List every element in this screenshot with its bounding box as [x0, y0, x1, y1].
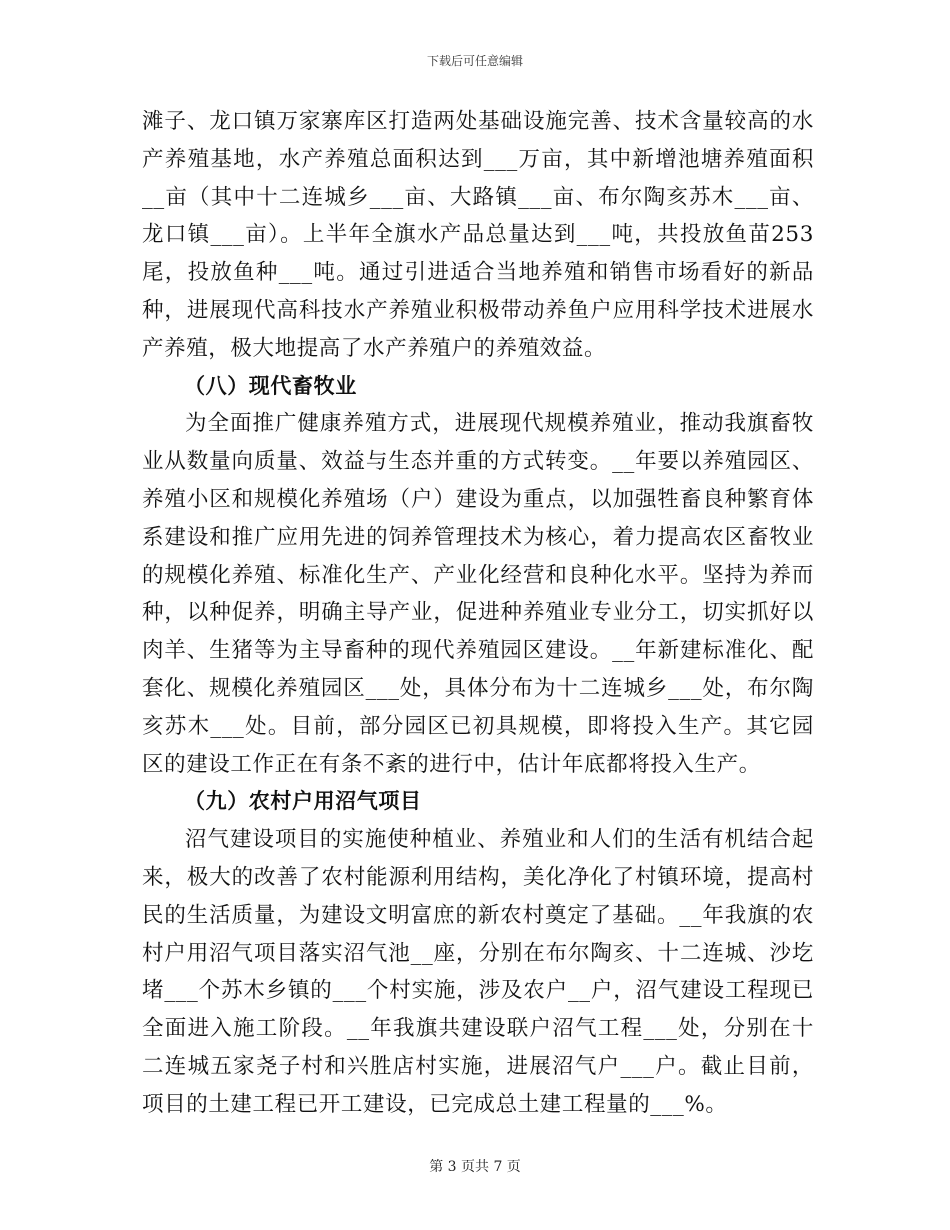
section-heading-modern-livestock: （八）现代畜牧业 [184, 373, 357, 398]
paragraph-aquaculture: 滩子、龙口镇万家寨库区打造两处基础设施完善、技术含量较高的水产养殖基地，水产养殖总面积达到___万亩，其中新增池塘养殖面积__亩（其中十二连城乡___亩、大路镇___亩、布尔陶亥苏木___亩、龙口镇___亩）。上半年全旗水产品总量达到___吨，共投放鱼苗253尾，投放鱼种___吨。通过引进适合当地养殖和销售市场看好的新品种，进展现代高科技水产养殖业积极带动养鱼户应用科学技术进展水产养殖，极大地提高了水产养殖户的养殖效益。 [142, 109, 814, 361]
page-header: 下载后可任意编辑 [426, 54, 523, 68]
paragraph-biogas: 沼气建设项目的实施使种植业、养殖业和人们的生活有机结合起来，极大的改善了农村能源利用结构，美化净化了村镇环境，提高村民的生活质量，为建设文明富庶的新农村奠定了基础。__年我旗的农村户用沼气项目落实沼气池__座，分别在布尔陶亥、十二连城、沙圪堵___个苏木乡镇的___个村实施，涉及农户__户，沼气建设工程现已全面进入施工阶段。__年我旗共建设联户沼气工程___处，分别在十二连城五家尧子村和兴胜店村实施，进展沼气户___户。截止目前，项目的土建工程已开工建设，已完成总土建工程量的___%。 [142, 827, 814, 1117]
page-number: 第 3 页共 7 页 [429, 1159, 521, 1175]
paragraph-modern-livestock: 为全面推广健康养殖方式，进展现代规模养殖业，推动我旗畜牧业从数量向质量、效益与生态并重的方式转变。__年要以养殖园区、养殖小区和规模化养殖场（户）建设为重点，以加强牲畜良种繁育体系建设和推广应用先进的饲养管理技术为核心，着力提高农区畜牧业的规模化养殖、标准化生产、产业化经营和良种化水平。坚持为养而种，以种促养，明确主导产业，促进种养殖业专业分工，切实抓好以肉羊、生猪等为主导畜种的现代养殖园区建设。__年新建标准化、配套化、规模化养殖园区___处，具体分布为十二连城乡___处，布尔陶亥苏木___处。目前，部分园区已初具规模，即将投入生产。其它园区的建设工作正在有条不紊的进行中，估计年底都将投入生产。 [142, 411, 814, 777]
section-heading-biogas: （九）农村户用沼气项目 [184, 789, 422, 814]
document-body [142, 103, 814, 1124]
